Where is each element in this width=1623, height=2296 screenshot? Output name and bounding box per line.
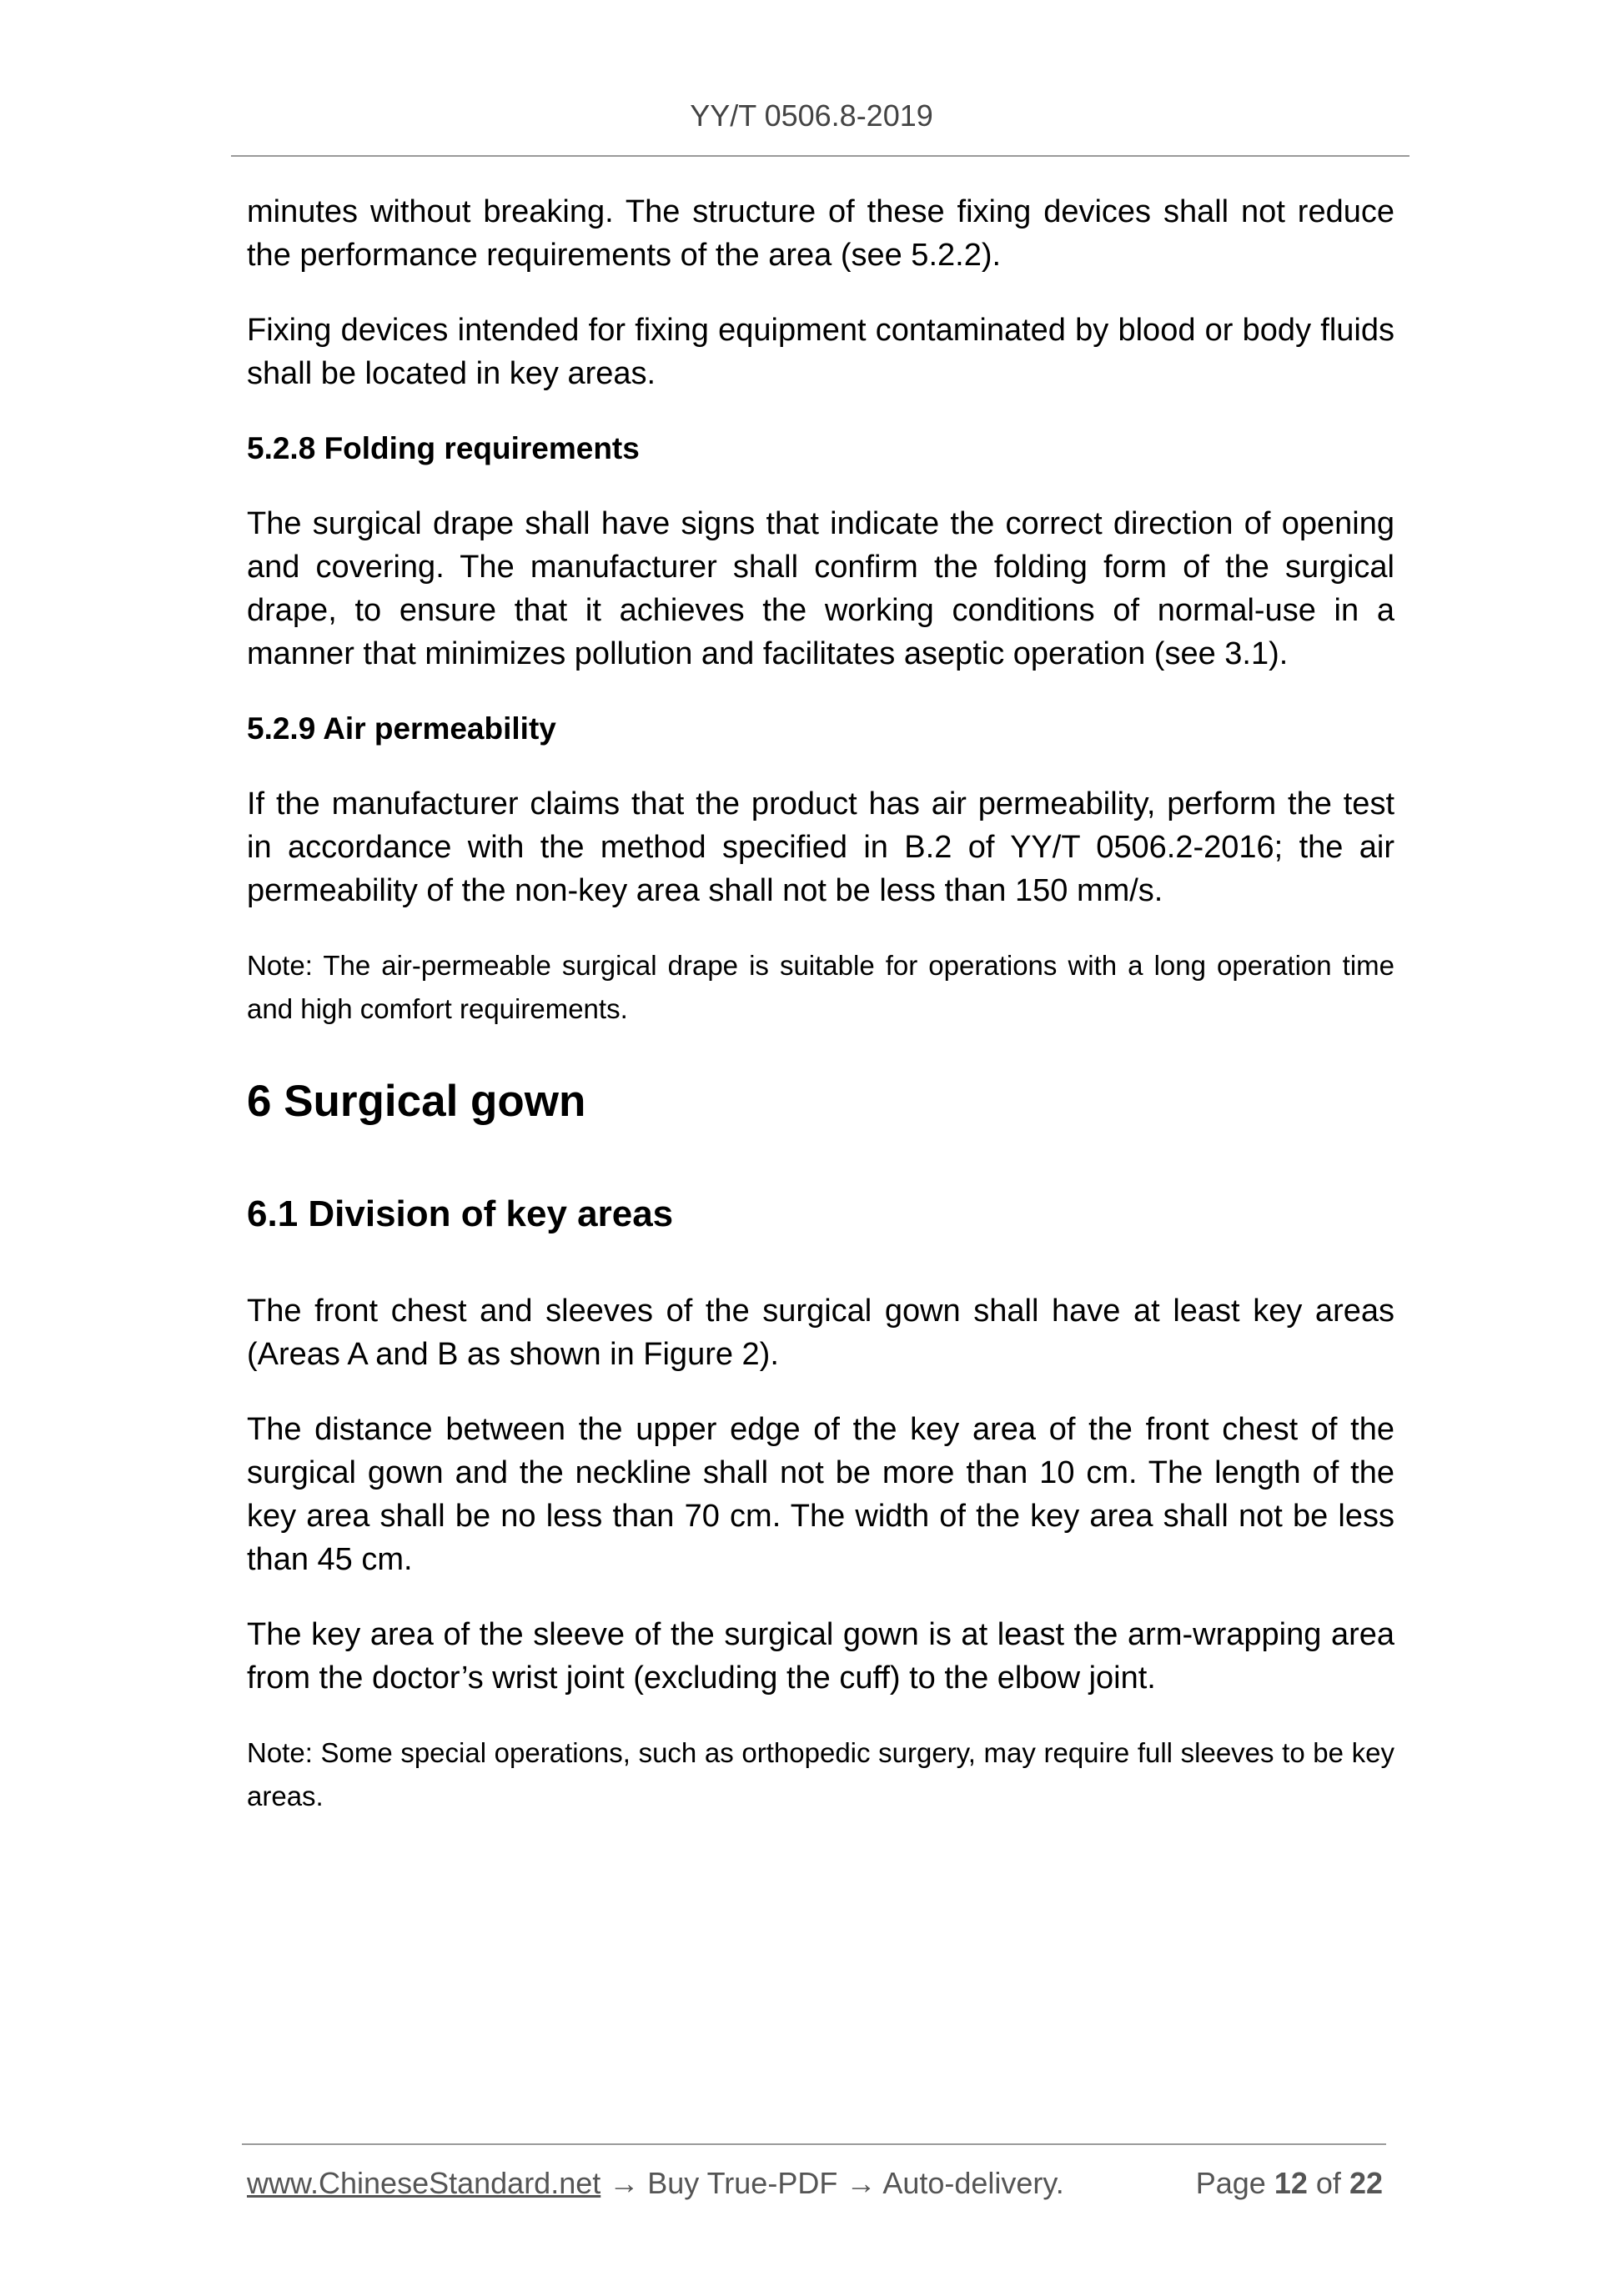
section-heading-6-1: 6.1 Division of key areas [247,1193,674,1234]
website-link[interactable]: www.ChineseStandard.net [247,2166,601,2200]
paragraph-air-permeability: If the manufacturer claims that the product has air permeability, perform the test in accordance with the method specified in B.2 of YY/T 0506.2-2016; the air permeability of the non-key area shall not be less than 150 mm/s. [247,786,1394,908]
page-footer [247,2163,1383,2203]
page-total: 22 [1349,2166,1383,2200]
page-body [247,190,1394,1850]
paragraph-front-chest-sleeves: The front chest and sleeves of the surgical gown shall have at least key areas (Areas A and B as shown in Figure 2). [247,1294,1394,1372]
heading-5-2-9: 5.2.9 Air permeability [247,711,556,746]
note-full-sleeves: Note: Some special operations, such as orthopedic surgery, may require full sleeves to be key areas. [247,1737,1394,1811]
paragraph-folding-requirements: The surgical drape shall have signs that indicate the correct direction of opening and covering. The manufacturer shall confirm the folding form of the surgical drape, to ensure that it achieves the working conditions of normal-use in a manner that minimizes pollution and facilitates aseptic operation (see 3.1). [247,506,1394,671]
page-current: 12 [1274,2166,1308,2200]
footer-divider [242,2143,1386,2145]
paragraph-fixing-devices-key-areas: Fixing devices intended for fixing equipment contaminated by blood or body fluids shall be located in key areas. [247,313,1394,391]
section-heading-6: 6 Surgical gown [247,1077,586,1126]
paragraph-key-area-dimensions: The distance between the upper edge of the key area of the front chest of the surgical gown and the neckline shall not be more than 10 cm. The length of the key area shall be no less than 70 cm. The width of the key area shall not be less than 45 cm. [247,1412,1394,1577]
heading-5-2-8: 5.2.8 Folding requirements [247,431,640,465]
header-divider [231,155,1409,157]
paragraph-fixing-devices-continued: minutes without breaking. The structure of these fixing devices shall not reduce the performance requirements of the area (see 5.2.2). [247,194,1394,273]
page-number [1196,2163,1383,2203]
footer-promo-text: → Buy True-PDF → Auto-delivery. [600,2166,1064,2200]
document-id-header: YY/T 0506.8-2019 [690,98,933,133]
note-air-permeable-drape: Note: The air-permeable surgical drape is suitable for operations with a long operation time and high comfort requirements. [247,950,1394,1024]
paragraph-sleeve-key-area: The key area of the sleeve of the surgical gown is at least the arm-wrapping area from the doctor’s wrist joint (excluding the cuff) to the elbow joint. [247,1617,1394,1696]
page-of-label: of [1315,2166,1341,2200]
page-label: Page [1195,2166,1266,2200]
